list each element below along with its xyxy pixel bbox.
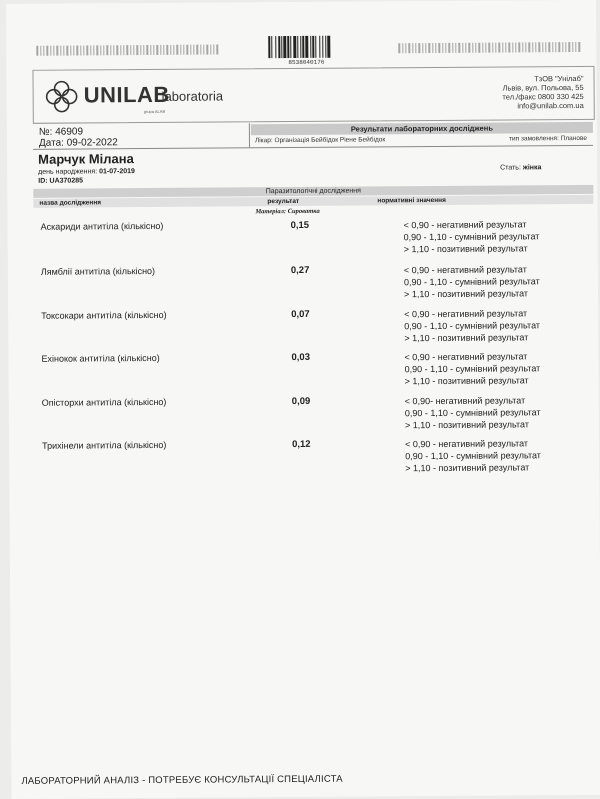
- order-type: тип замовлення: Планове: [509, 134, 587, 143]
- test-result: 0,27: [290, 264, 310, 277]
- col-name-header: назва дослідження: [39, 199, 102, 207]
- doctor-line: Лікар: Організація Бейбідок Ріене Бейбідок: [254, 136, 386, 145]
- logo-suffix: laboratoria: [161, 88, 224, 104]
- section-title: Паразитологічні дослідження: [33, 185, 593, 198]
- test-result: 0,09: [291, 395, 311, 408]
- order-number: №: 46909: [38, 126, 84, 138]
- company-phone: тел./факс 0800 330 425: [502, 91, 584, 102]
- lab-report-sheet: [6, 0, 600, 799]
- decorative-stripes-left: [36, 44, 236, 55]
- barcode: [268, 35, 388, 58]
- reference-line: < 0,90 - негативний результат: [403, 219, 527, 231]
- test-name: Ехінокок антитіла (кількісно): [41, 352, 160, 364]
- test-name: Токсокари антитіла (кількісно): [41, 309, 167, 321]
- order-info-bar: [33, 121, 593, 151]
- reference-values: [405, 394, 541, 431]
- order-date: Дата: 09-02-2022: [38, 137, 118, 149]
- reference-line: < 0,90 - негативний результат: [404, 351, 528, 363]
- reference-line: > 1,10 - позитивний результат: [405, 462, 530, 474]
- barcode-number: 8538040176: [288, 58, 325, 67]
- test-row: [8, 263, 598, 311]
- reference-line: > 1,10 - позитивний результат: [404, 332, 529, 344]
- test-row: [8, 218, 598, 266]
- logo-subtitle: grupa ALAB: [143, 108, 166, 115]
- footer-note: ЛАБОРАТОРНИЙ АНАЛІЗ - ПОТРЕБУЄ КОНСУЛЬТАЦІЇ СПЕЦІАЛІСТА: [21, 773, 343, 787]
- test-name: Аскариди антитіла (кількісно): [40, 220, 164, 232]
- test-result: 0,15: [290, 219, 310, 232]
- col-ref-header: нормативні значення: [377, 196, 446, 205]
- dob-label: день народження:: [38, 168, 98, 176]
- reference-line: > 1,10 - позитивний результат: [404, 288, 529, 300]
- company-contacts: [502, 74, 583, 111]
- patient-id: ID: UA370285: [38, 177, 84, 185]
- sex-label: Стать:: [500, 164, 521, 172]
- test-row: [9, 437, 599, 485]
- reference-values: [404, 350, 540, 387]
- reference-line: 0,90 - 1,10 - сумнівний результат: [405, 450, 541, 462]
- results-header: Результати лабораторних досліджень: [251, 122, 593, 135]
- dob-value: 01-07-2019: [99, 168, 135, 176]
- reference-line: > 1,10 - позитивний результат: [404, 419, 529, 431]
- reference-line: > 1,10 - позитивний результат: [403, 243, 528, 255]
- reference-values: [404, 263, 540, 300]
- unilab-logo-icon: [44, 78, 80, 114]
- company-address: Львів, вул. Польова, 55: [502, 82, 584, 93]
- logo-brand: UNILAB: [83, 81, 170, 108]
- reference-line: 0,90 - 1,10 - сумнівний результат: [404, 363, 541, 375]
- decorative-stripes-right: [398, 42, 588, 53]
- reference-line: < 0,90 - негативний результат: [404, 308, 528, 320]
- test-result: 0,07: [291, 308, 310, 321]
- patient-sex: [500, 164, 541, 171]
- reference-line: < 0,90 - негативний результат: [405, 438, 529, 450]
- reference-values: [404, 307, 540, 344]
- reference-line: 0,90 - 1,10 - сумнівний результат: [404, 320, 541, 332]
- reference-line: < 0,90 - негативний результат: [403, 264, 527, 276]
- reference-values: [404, 218, 540, 255]
- patient-dob: [38, 168, 135, 176]
- reference-line: > 1,10 - позитивний результат: [404, 375, 529, 387]
- test-result: 0,03: [291, 351, 311, 364]
- reference-line: 0,90 - 1,10 - сумнівний результат: [403, 276, 540, 288]
- test-row: [8, 350, 598, 398]
- divider: [249, 123, 250, 147]
- header-box: [32, 66, 594, 124]
- test-name: Опісторхи антитіла (кількісно): [41, 396, 167, 408]
- col-result-header: результат: [267, 197, 300, 206]
- reference-line: 0,90 - 1,10 - сумнівний результат: [403, 231, 540, 243]
- company-email: info@unilab.com.ua: [517, 100, 584, 111]
- company-name: ТзОВ "Унілаб": [534, 73, 584, 84]
- test-name: Трихінели антитіла (кількісно): [42, 439, 167, 451]
- reference-line: 0,90 - 1,10 - сумнівний результат: [404, 407, 541, 419]
- test-name: Лямблії антитіла (кількісно): [40, 265, 156, 277]
- test-row: [9, 394, 599, 442]
- material-label: Матеріал: Сироватка: [255, 207, 320, 216]
- reference-values: [405, 437, 541, 474]
- test-result: 0,12: [292, 438, 311, 451]
- patient-name: Марчук Мілана: [38, 151, 134, 167]
- reference-line: < 0,90- негативний результат: [404, 395, 526, 407]
- sex-value: жінка: [522, 164, 542, 172]
- test-row: [8, 307, 598, 355]
